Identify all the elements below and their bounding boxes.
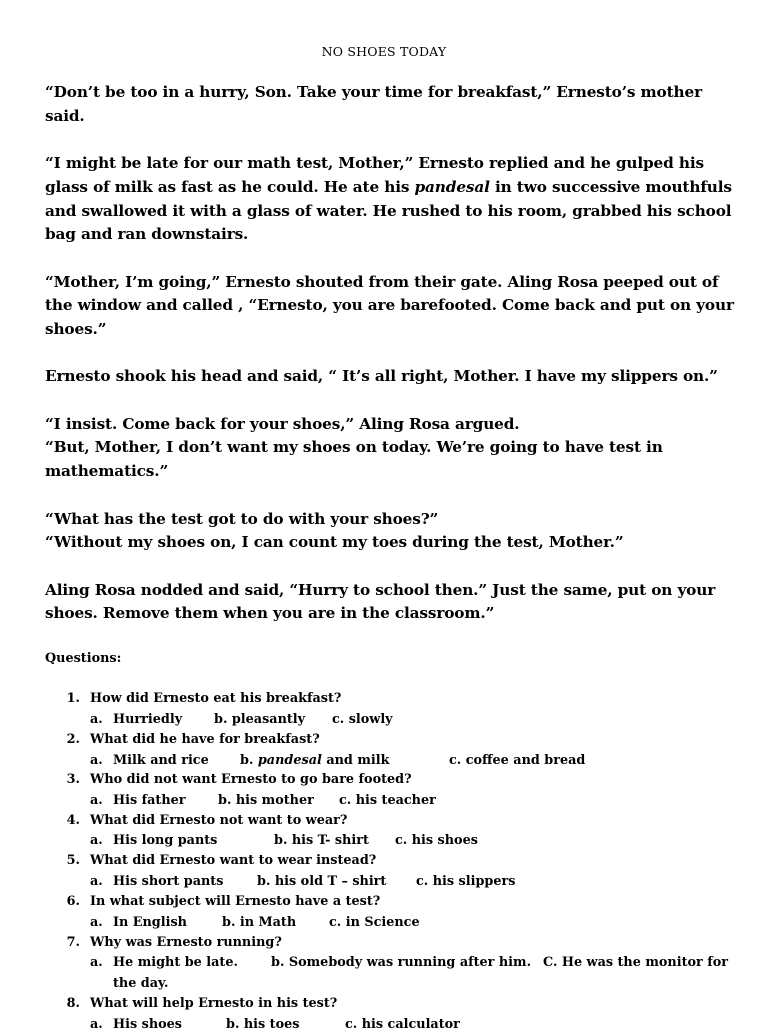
choice-letter-a: a. bbox=[90, 793, 103, 808]
question-number: 5. bbox=[66, 853, 80, 868]
choice-b: b. his T- shirt bbox=[274, 833, 369, 848]
choice-letter-a: a. bbox=[90, 874, 103, 889]
paragraph-5: “I insist. Come back for your shoes,” Aling Rosa argued. bbox=[45, 414, 520, 433]
question-number: 7. bbox=[66, 935, 80, 950]
choice-c: C. He was the monitor for bbox=[543, 955, 729, 970]
paragraph-4: Ernesto shook his head and said, “ It’s all right, Mother. I have my slippers on.” bbox=[45, 367, 718, 386]
choice-b: b. his mother bbox=[218, 793, 314, 808]
choice-b: b. in Math bbox=[222, 915, 297, 930]
choice-c: c. his slippers bbox=[416, 874, 516, 889]
choice-c: c. in Science bbox=[329, 915, 420, 930]
question-text: What did he have for breakfast? bbox=[90, 732, 320, 747]
choice-a: His shoes bbox=[113, 1017, 183, 1032]
choice-b bbox=[240, 752, 389, 770]
question-number: 4. bbox=[66, 813, 80, 828]
choice-b-italic: pandesal bbox=[257, 753, 322, 768]
choice-c: c. his teacher bbox=[339, 793, 436, 808]
choice-a: His long pants bbox=[113, 833, 218, 848]
choice-a: His short pants bbox=[113, 874, 224, 889]
paragraph-2-part-a: “I might be late for our math test, Mother,” Ernesto replied and he gulped his glass of milk as fast as he could. He ate his bbox=[45, 154, 704, 196]
question-number: 8. bbox=[66, 996, 80, 1011]
choice-letter-a: a. bbox=[90, 712, 103, 727]
choice-letter-a: a. bbox=[90, 833, 103, 848]
paragraph-2 bbox=[45, 152, 735, 247]
question-text: In what subject will Ernesto have a test? bbox=[90, 894, 381, 909]
choice-c: c. his calculator bbox=[345, 1017, 460, 1032]
choice-c: c. slowly bbox=[332, 712, 393, 727]
choice-b-suffix: and milk bbox=[321, 753, 390, 768]
question-text: How did Ernesto eat his breakfast? bbox=[90, 691, 342, 706]
question-text: What will help Ernesto in his test? bbox=[90, 996, 338, 1011]
paragraph-7: “What has the test got to do with your shoes?” bbox=[45, 509, 439, 528]
choice-b: b. Somebody was running after him. bbox=[271, 955, 532, 970]
question-text: What did Ernesto want to wear instead? bbox=[90, 853, 377, 868]
paragraph-8: “Without my shoes on, I can count my toes during the test, Mother.” bbox=[45, 533, 624, 552]
choice-letter-a: a. bbox=[90, 915, 103, 930]
choice-a: He might be late. bbox=[113, 955, 238, 970]
question-number: 3. bbox=[66, 772, 80, 787]
question-text: Who did not want Ernesto to go bare footed? bbox=[90, 772, 412, 787]
choice-letter-a: a. bbox=[90, 753, 103, 768]
choice-a: In English bbox=[113, 915, 187, 930]
choice-b-prefix: b. bbox=[240, 753, 258, 768]
question-text: What did Ernesto not want to wear? bbox=[90, 813, 348, 828]
choice-c: c. his shoes bbox=[395, 833, 478, 848]
question-number: 2. bbox=[66, 732, 80, 747]
choice-c: c. coffee and bread bbox=[449, 753, 586, 768]
paragraph-6: “But, Mother, I don’t want my shoes on today. We’re going to have test in mathematics.” bbox=[45, 438, 663, 481]
choice-b: b. pleasantly bbox=[214, 712, 306, 727]
choice-letter-a: a. bbox=[90, 1017, 103, 1032]
choice-b: b. his toes bbox=[226, 1017, 300, 1032]
choice-a: Hurriedly bbox=[113, 712, 183, 727]
paragraph-3: “Mother, I’m going,” Ernesto shouted from their gate. Aling Rosa peeped out of the window and called , “Ernesto, you are barefooted. Come back and put on your shoes.” bbox=[45, 272, 734, 338]
question-text: Why was Ernesto running? bbox=[90, 935, 282, 950]
story-text bbox=[45, 81, 735, 650]
choice-b: b. his old T – shirt bbox=[257, 874, 387, 889]
paragraph-2-italic: pandesal bbox=[414, 177, 490, 196]
question-number: 6. bbox=[66, 894, 80, 909]
question-number: 1. bbox=[66, 691, 80, 706]
choice-a: His father bbox=[113, 793, 186, 808]
choice-a: Milk and rice bbox=[113, 753, 209, 768]
questions-heading: Questions: bbox=[45, 651, 122, 666]
paragraph-2-part-b: in two successive mouthfuls and swallowed it with a glass of water. He rushed to his room, grabbed his school bag and ran downstairs. bbox=[45, 177, 732, 244]
paragraph-1: “Don’t be too in a hurry, Son. Take your time for breakfast,” Ernesto’s mother said. bbox=[45, 83, 702, 125]
document-title: NO SHOES TODAY bbox=[321, 44, 447, 59]
choice-letter-a: a. bbox=[90, 955, 103, 970]
paragraph-9: Aling Rosa nodded and said, “Hurry to school then.” Just the same, put on your shoes. Remove them when you are in the classroom.” bbox=[45, 580, 716, 623]
choice-c-continued: the day. bbox=[113, 976, 169, 991]
